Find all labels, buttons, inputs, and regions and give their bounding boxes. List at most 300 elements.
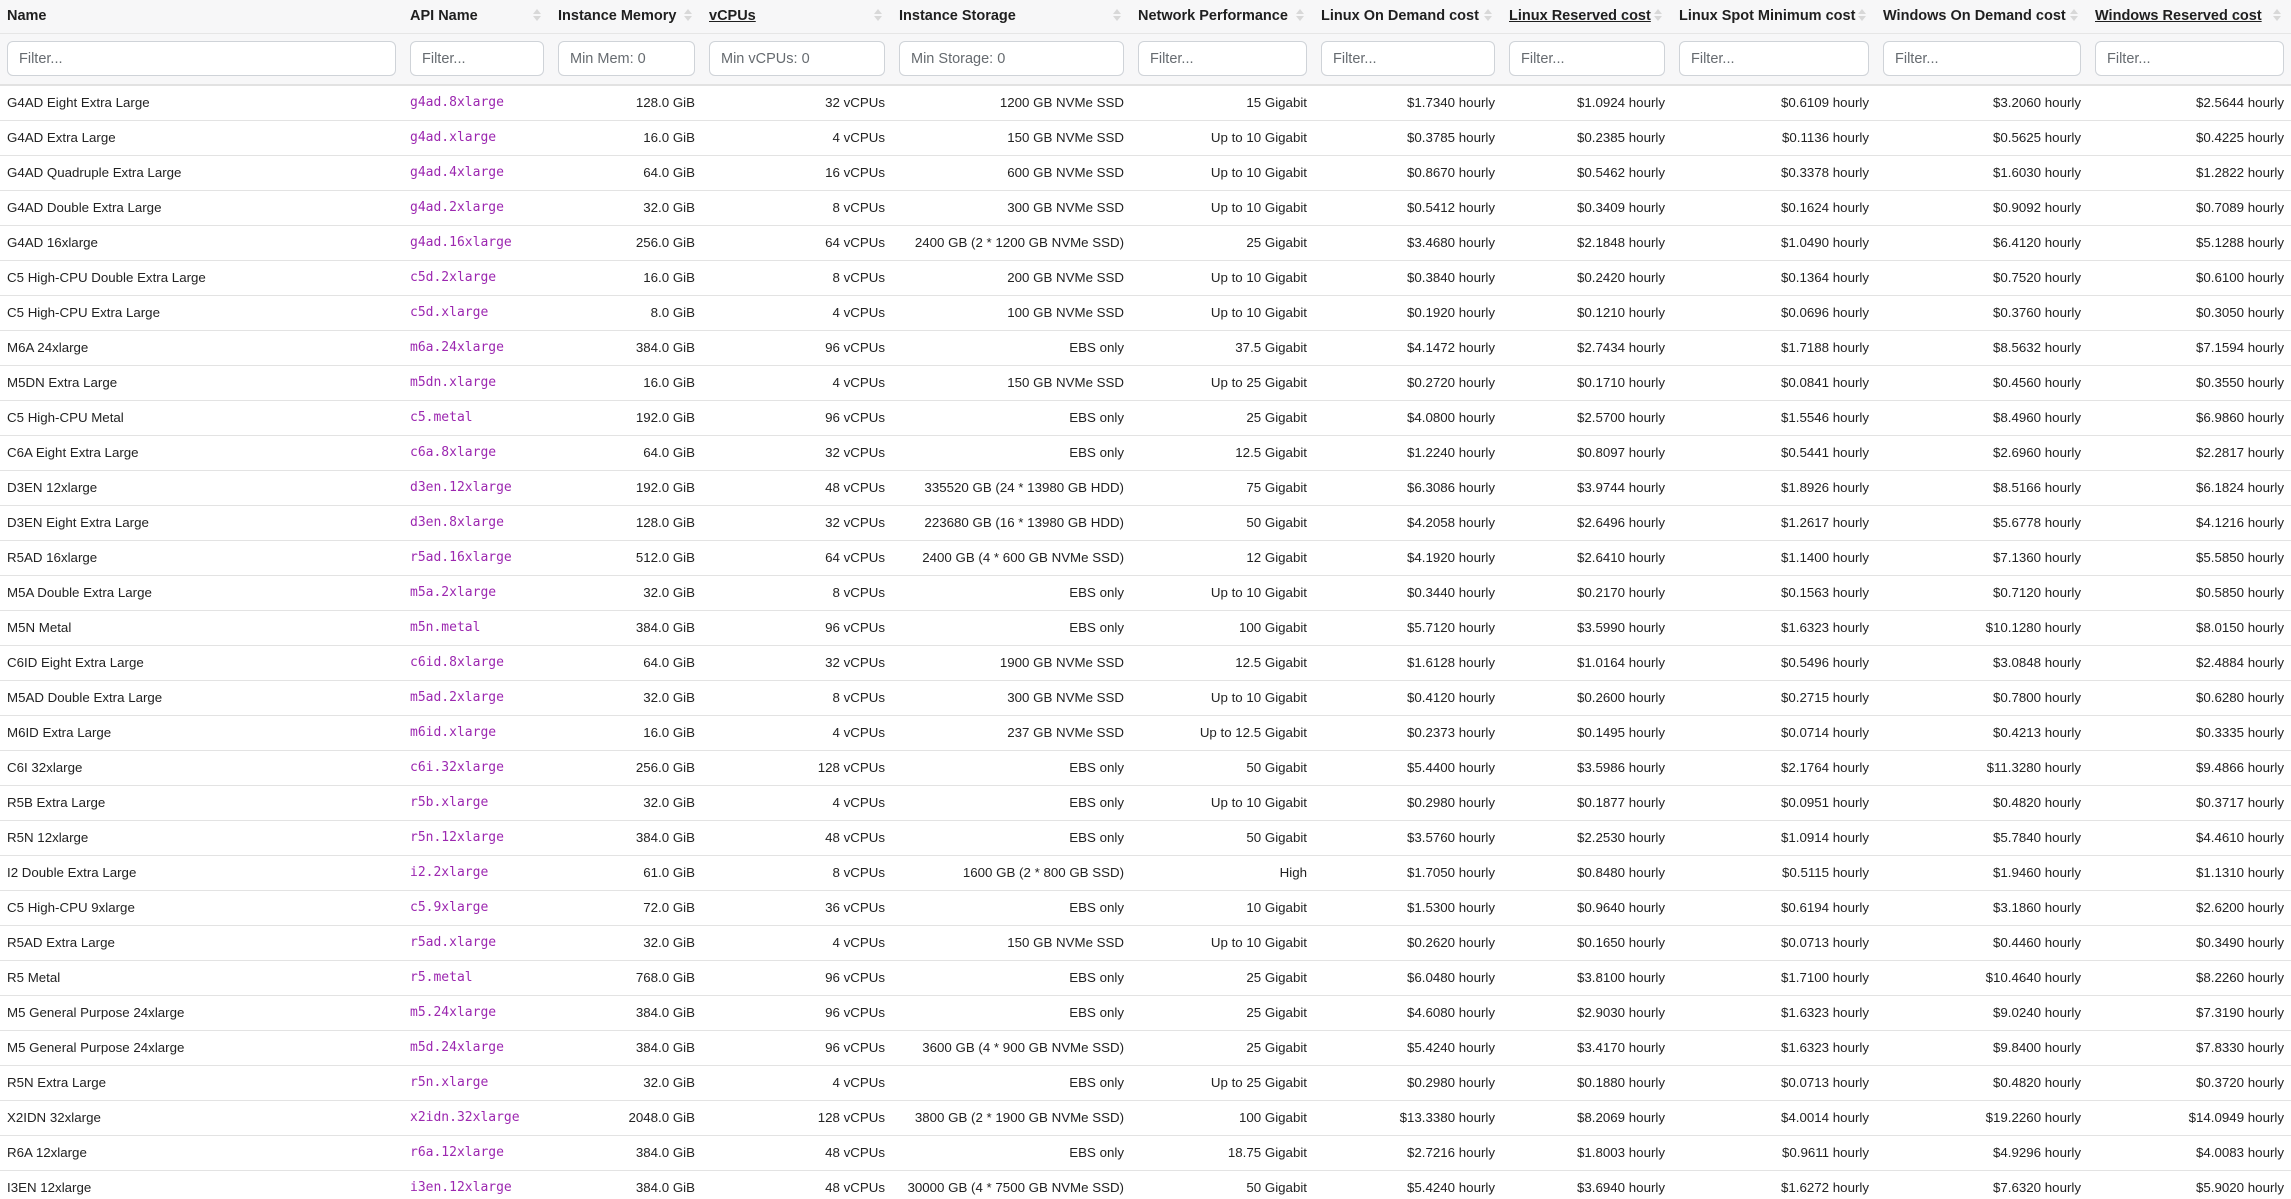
table-row[interactable] xyxy=(0,260,2291,295)
api-name-link[interactable]: c5d.2xlarge xyxy=(410,270,497,285)
cell-name: D3EN Eight Extra Large xyxy=(0,505,403,540)
cell-linux_res: $2.6410 hourly xyxy=(1502,540,1672,575)
cell-name: C5 High-CPU 9xlarge xyxy=(0,890,403,925)
table-row[interactable] xyxy=(0,1100,2291,1135)
filter-cell-linux_res xyxy=(1502,33,1672,85)
filter-input-memory[interactable] xyxy=(558,41,695,76)
cell-network: 25 Gigabit xyxy=(1131,960,1314,995)
cell-network: Up to 10 Gigabit xyxy=(1131,155,1314,190)
api-name-link[interactable]: d3en.12xlarge xyxy=(410,480,512,495)
cell-linux_spot: $2.1764 hourly xyxy=(1672,750,1876,785)
table-row[interactable] xyxy=(0,120,2291,155)
cell-network: 12.5 Gigabit xyxy=(1131,435,1314,470)
api-name-link[interactable]: r5n.12xlarge xyxy=(410,830,504,845)
cell-win_res: $1.2822 hourly xyxy=(2088,155,2291,190)
cell-linux_spot: $0.5115 hourly xyxy=(1672,855,1876,890)
cell-win_od: $4.9296 hourly xyxy=(1876,1135,2088,1170)
cell-linux_res: $2.2530 hourly xyxy=(1502,820,1672,855)
cell-win_res: $8.2260 hourly xyxy=(2088,960,2291,995)
cell-linux_spot: $0.1624 hourly xyxy=(1672,190,1876,225)
cell-linux_spot: $0.0841 hourly xyxy=(1672,365,1876,400)
cell-name: C6ID Eight Extra Large xyxy=(0,645,403,680)
cell-network: Up to 25 Gigabit xyxy=(1131,1065,1314,1100)
cell-name: G4AD Extra Large xyxy=(0,120,403,155)
column-header-label[interactable]: Windows On Demand cost xyxy=(1883,8,2066,25)
cell-win_od: $10.4640 hourly xyxy=(1876,960,2088,995)
table-row[interactable] xyxy=(0,890,2291,925)
cell-linux_od: $5.7120 hourly xyxy=(1314,610,1502,645)
cell-storage: 600 GB NVMe SSD xyxy=(892,155,1131,190)
cell-memory: 384.0 GiB xyxy=(551,1030,702,1065)
sort-icon[interactable] xyxy=(1113,9,1121,25)
cell-vcpus: 96 vCPUs xyxy=(702,960,892,995)
cell-memory: 64.0 GiB xyxy=(551,645,702,680)
table-row[interactable] xyxy=(0,540,2291,575)
cell-linux_od: $4.1472 hourly xyxy=(1314,330,1502,365)
api-name-link[interactable]: m6id.xlarge xyxy=(410,725,497,740)
cell-win_res: $0.3550 hourly xyxy=(2088,365,2291,400)
cell-memory: 16.0 GiB xyxy=(551,715,702,750)
api-name-link[interactable]: g4ad.xlarge xyxy=(410,130,497,145)
cell-api xyxy=(403,1100,551,1135)
cell-win_res: $4.4610 hourly xyxy=(2088,820,2291,855)
cell-win_res: $5.9020 hourly xyxy=(2088,1170,2291,1199)
cell-name: M5 General Purpose 24xlarge xyxy=(0,995,403,1030)
column-header-label[interactable]: Linux Spot Minimum cost xyxy=(1679,8,1856,25)
cell-linux_spot: $0.3378 hourly xyxy=(1672,155,1876,190)
cell-linux_spot: $1.6323 hourly xyxy=(1672,995,1876,1030)
table-row[interactable] xyxy=(0,750,2291,785)
cell-vcpus: 128 vCPUs xyxy=(702,750,892,785)
cell-linux_spot: $0.2715 hourly xyxy=(1672,680,1876,715)
cell-win_od: $3.2060 hourly xyxy=(1876,85,2088,120)
cell-network: 25 Gigabit xyxy=(1131,995,1314,1030)
sort-icon[interactable] xyxy=(2273,9,2281,25)
cell-linux_spot: $1.7188 hourly xyxy=(1672,330,1876,365)
cell-vcpus: 4 vCPUs xyxy=(702,925,892,960)
cell-win_od: $3.1860 hourly xyxy=(1876,890,2088,925)
cell-linux_spot: $1.5546 hourly xyxy=(1672,400,1876,435)
cell-api xyxy=(403,435,551,470)
cell-win_res: $4.0083 hourly xyxy=(2088,1135,2291,1170)
cell-network: Up to 10 Gigabit xyxy=(1131,260,1314,295)
cell-storage: 300 GB NVMe SSD xyxy=(892,680,1131,715)
cell-win_od: $0.4460 hourly xyxy=(1876,925,2088,960)
cell-api xyxy=(403,540,551,575)
cell-network: 25 Gigabit xyxy=(1131,225,1314,260)
cell-storage: 3800 GB (2 * 1900 GB NVMe SSD) xyxy=(892,1100,1131,1135)
cell-linux_od: $1.7340 hourly xyxy=(1314,85,1502,120)
cell-network: 18.75 Gigabit xyxy=(1131,1135,1314,1170)
filter-cell-win_res xyxy=(2088,33,2291,85)
filter-input-vcpus[interactable] xyxy=(709,41,885,76)
api-name-link[interactable]: c5.metal xyxy=(410,410,473,425)
table-row[interactable] xyxy=(0,960,2291,995)
cell-memory: 384.0 GiB xyxy=(551,1170,702,1199)
cell-name: R5N 12xlarge xyxy=(0,820,403,855)
cell-vcpus: 96 vCPUs xyxy=(702,1030,892,1065)
cell-network: 15 Gigabit xyxy=(1131,85,1314,120)
api-name-link[interactable]: g4ad.16xlarge xyxy=(410,235,512,250)
cell-network: 50 Gigabit xyxy=(1131,750,1314,785)
sort-icon[interactable] xyxy=(684,9,692,25)
api-name-link[interactable]: r5b.xlarge xyxy=(410,795,489,810)
column-header-label[interactable]: Instance Memory xyxy=(558,8,677,25)
cell-storage: 237 GB NVMe SSD xyxy=(892,715,1131,750)
cell-linux_res: $3.4170 hourly xyxy=(1502,1030,1672,1065)
cell-memory: 32.0 GiB xyxy=(551,190,702,225)
column-header-vcpus[interactable] xyxy=(702,0,892,33)
api-name-link[interactable]: m5n.metal xyxy=(410,620,481,635)
cell-win_od: $19.2260 hourly xyxy=(1876,1100,2088,1135)
filter-input-api[interactable] xyxy=(410,41,544,76)
cell-linux_spot: $0.1563 hourly xyxy=(1672,575,1876,610)
cell-storage: EBS only xyxy=(892,575,1131,610)
filter-cell-network xyxy=(1131,33,1314,85)
cell-win_od: $7.1360 hourly xyxy=(1876,540,2088,575)
api-name-link[interactable]: g4ad.2xlarge xyxy=(410,200,504,215)
api-name-link[interactable]: g4ad.8xlarge xyxy=(410,95,504,111)
cell-storage: 100 GB NVMe SSD xyxy=(892,295,1131,330)
table-row[interactable] xyxy=(0,715,2291,750)
cell-vcpus: 48 vCPUs xyxy=(702,1135,892,1170)
cell-linux_res: $0.1880 hourly xyxy=(1502,1065,1672,1100)
cell-win_res: $0.3490 hourly xyxy=(2088,925,2291,960)
cell-network: 50 Gigabit xyxy=(1131,1170,1314,1199)
cell-memory: 8.0 GiB xyxy=(551,295,702,330)
cell-linux_od: $0.5412 hourly xyxy=(1314,190,1502,225)
column-header-linux_od[interactable] xyxy=(1314,0,1502,33)
cell-linux_res: $2.1848 hourly xyxy=(1502,225,1672,260)
cell-name: G4AD Quadruple Extra Large xyxy=(0,155,403,190)
cell-linux_res: $0.1710 hourly xyxy=(1502,365,1672,400)
cell-name: M6ID Extra Large xyxy=(0,715,403,750)
cell-vcpus: 4 vCPUs xyxy=(702,120,892,155)
table-row[interactable] xyxy=(0,365,2291,400)
sort-icon[interactable] xyxy=(1296,9,1304,25)
sort-icon[interactable] xyxy=(874,9,882,25)
sort-icon[interactable] xyxy=(533,9,541,25)
cell-linux_spot: $0.0696 hourly xyxy=(1672,295,1876,330)
api-name-link[interactable]: m5ad.2xlarge xyxy=(410,690,504,705)
api-name-link[interactable]: c6id.8xlarge xyxy=(410,655,504,670)
table-row[interactable] xyxy=(0,400,2291,435)
cell-api xyxy=(403,505,551,540)
cell-win_od: $0.7520 hourly xyxy=(1876,260,2088,295)
filter-cell-api xyxy=(403,33,551,85)
api-name-link[interactable]: m5.24xlarge xyxy=(410,1005,497,1020)
cell-win_res: $0.3335 hourly xyxy=(2088,715,2291,750)
cell-storage: EBS only xyxy=(892,400,1131,435)
cell-network: 50 Gigabit xyxy=(1131,820,1314,855)
cell-linux_od: $3.4680 hourly xyxy=(1314,225,1502,260)
api-name-link[interactable]: m5a.2xlarge xyxy=(410,585,497,600)
cell-linux_spot: $1.6323 hourly xyxy=(1672,610,1876,645)
api-name-link[interactable]: r6a.12xlarge xyxy=(410,1145,504,1160)
cell-storage: EBS only xyxy=(892,960,1131,995)
table-row[interactable] xyxy=(0,1065,2291,1100)
cell-vcpus: 4 vCPUs xyxy=(702,1065,892,1100)
cell-storage: 30000 GB (4 * 7500 GB NVMe SSD) xyxy=(892,1170,1131,1199)
cell-vcpus: 16 vCPUs xyxy=(702,155,892,190)
column-header-network[interactable] xyxy=(1131,0,1314,33)
cell-vcpus: 48 vCPUs xyxy=(702,1170,892,1199)
cell-memory: 768.0 GiB xyxy=(551,960,702,995)
cell-name: R5B Extra Large xyxy=(0,785,403,820)
filter-input-win_od[interactable] xyxy=(1883,41,2081,76)
table-row[interactable] xyxy=(0,190,2291,225)
cell-name: G4AD Eight Extra Large xyxy=(0,85,403,120)
cell-linux_od: $5.4240 hourly xyxy=(1314,1170,1502,1199)
cell-storage: 300 GB NVMe SSD xyxy=(892,190,1131,225)
cell-storage: EBS only xyxy=(892,785,1131,820)
column-header-win_res[interactable] xyxy=(2088,0,2291,33)
cell-vcpus: 32 vCPUs xyxy=(702,435,892,470)
cell-api xyxy=(403,470,551,505)
cell-linux_spot: $0.6109 hourly xyxy=(1672,85,1876,120)
column-header-name[interactable] xyxy=(0,0,403,33)
cell-api xyxy=(403,225,551,260)
cell-vcpus: 8 vCPUs xyxy=(702,680,892,715)
cell-win_res: $2.4884 hourly xyxy=(2088,645,2291,680)
cell-win_od: $5.6778 hourly xyxy=(1876,505,2088,540)
filter-input-name[interactable] xyxy=(7,41,396,76)
table-row[interactable] xyxy=(0,155,2291,190)
table-row[interactable] xyxy=(0,680,2291,715)
cell-linux_res: $0.8480 hourly xyxy=(1502,855,1672,890)
filter-input-storage[interactable] xyxy=(899,41,1124,76)
cell-vcpus: 8 vCPUs xyxy=(702,260,892,295)
table-row[interactable] xyxy=(0,610,2291,645)
cell-win_od: $3.0848 hourly xyxy=(1876,645,2088,680)
cell-win_res: $7.8330 hourly xyxy=(2088,1030,2291,1065)
cell-linux_spot: $0.0714 hourly xyxy=(1672,715,1876,750)
column-header-label[interactable]: Linux Reserved cost xyxy=(1509,8,1651,25)
cell-linux_res: $1.0924 hourly xyxy=(1502,85,1672,120)
cell-win_od: $1.6030 hourly xyxy=(1876,155,2088,190)
api-name-link[interactable]: c6i.32xlarge xyxy=(410,760,504,775)
sort-icon[interactable] xyxy=(2070,9,2078,25)
api-name-link[interactable]: i2.2xlarge xyxy=(410,865,489,880)
api-name-link[interactable]: c5d.xlarge xyxy=(410,305,489,320)
cell-api xyxy=(403,260,551,295)
cell-linux_od: $0.2373 hourly xyxy=(1314,715,1502,750)
cell-memory: 512.0 GiB xyxy=(551,540,702,575)
column-header-label[interactable]: Windows Reserved cost xyxy=(2095,8,2262,25)
cell-vcpus: 4 vCPUs xyxy=(702,785,892,820)
cell-storage: EBS only xyxy=(892,1065,1131,1100)
cell-win_res: $0.4225 hourly xyxy=(2088,120,2291,155)
cell-win_res: $8.0150 hourly xyxy=(2088,610,2291,645)
cell-vcpus: 8 vCPUs xyxy=(702,855,892,890)
api-name-link[interactable]: r5.metal xyxy=(410,970,473,985)
cell-storage: 1600 GB (2 * 800 GB SSD) xyxy=(892,855,1131,890)
cell-win_od: $8.5632 hourly xyxy=(1876,330,2088,365)
cell-linux_od: $1.7050 hourly xyxy=(1314,855,1502,890)
cell-vcpus: 96 vCPUs xyxy=(702,400,892,435)
column-header-api[interactable] xyxy=(403,0,551,33)
cell-storage: 335520 GB (24 * 13980 GB HDD) xyxy=(892,470,1131,505)
cell-win_od: $0.4213 hourly xyxy=(1876,715,2088,750)
cell-vcpus: 128 vCPUs xyxy=(702,1100,892,1135)
cell-win_res: $9.4866 hourly xyxy=(2088,750,2291,785)
cell-memory: 32.0 GiB xyxy=(551,785,702,820)
cell-api xyxy=(403,400,551,435)
cell-memory: 16.0 GiB xyxy=(551,120,702,155)
cell-linux_od: $4.0800 hourly xyxy=(1314,400,1502,435)
table-row[interactable] xyxy=(0,925,2291,960)
cell-vcpus: 8 vCPUs xyxy=(702,575,892,610)
cell-storage: 150 GB NVMe SSD xyxy=(892,925,1131,960)
cell-network: Up to 10 Gigabit xyxy=(1131,925,1314,960)
cell-storage: 1200 GB NVMe SSD xyxy=(892,85,1131,120)
cell-api xyxy=(403,680,551,715)
cell-network: 37.5 Gigabit xyxy=(1131,330,1314,365)
api-name-link[interactable]: x2idn.32xlarge xyxy=(410,1110,520,1125)
cell-memory: 64.0 GiB xyxy=(551,155,702,190)
sort-icon[interactable] xyxy=(1654,9,1662,25)
api-name-link[interactable]: m5d.24xlarge xyxy=(410,1040,504,1055)
column-header-label[interactable]: Instance Storage xyxy=(899,8,1016,25)
api-name-link[interactable]: i3en.12xlarge xyxy=(410,1180,512,1195)
api-name-link[interactable]: c6a.8xlarge xyxy=(410,445,497,460)
cell-name: R5AD Extra Large xyxy=(0,925,403,960)
table-row[interactable] xyxy=(0,575,2291,610)
api-name-link[interactable]: d3en.8xlarge xyxy=(410,515,504,530)
table-row[interactable] xyxy=(0,470,2291,505)
filter-input-linux_spot[interactable] xyxy=(1679,41,1869,76)
table-row[interactable] xyxy=(0,645,2291,680)
filter-input-network[interactable] xyxy=(1138,41,1307,76)
cell-linux_res: $3.5990 hourly xyxy=(1502,610,1672,645)
filter-input-linux_od[interactable] xyxy=(1321,41,1495,76)
cell-vcpus: 96 vCPUs xyxy=(702,610,892,645)
cell-network: 50 Gigabit xyxy=(1131,505,1314,540)
filter-input-win_res[interactable] xyxy=(2095,41,2284,76)
column-header-linux_spot[interactable] xyxy=(1672,0,1876,33)
table-row[interactable] xyxy=(0,855,2291,890)
table-row[interactable] xyxy=(0,225,2291,260)
cell-name: D3EN 12xlarge xyxy=(0,470,403,505)
cell-win_res: $0.3717 hourly xyxy=(2088,785,2291,820)
column-header-linux_res[interactable] xyxy=(1502,0,1672,33)
cell-win_od: $9.0240 hourly xyxy=(1876,995,2088,1030)
cell-linux_res: $0.1210 hourly xyxy=(1502,295,1672,330)
cell-linux_spot: $4.0014 hourly xyxy=(1672,1100,1876,1135)
cell-api xyxy=(403,855,551,890)
api-name-link[interactable]: r5n.xlarge xyxy=(410,1075,489,1090)
table-row[interactable] xyxy=(0,995,2291,1030)
column-header-win_od[interactable] xyxy=(1876,0,2088,33)
filter-input-linux_res[interactable] xyxy=(1509,41,1665,76)
cell-win_res: $0.6100 hourly xyxy=(2088,260,2291,295)
cell-vcpus: 64 vCPUs xyxy=(702,225,892,260)
cell-api xyxy=(403,925,551,960)
cell-name: I3EN 12xlarge xyxy=(0,1170,403,1199)
api-name-link[interactable]: g4ad.4xlarge xyxy=(410,165,504,180)
cell-win_res: $6.9860 hourly xyxy=(2088,400,2291,435)
column-header-label[interactable]: vCPUs xyxy=(709,8,756,25)
cell-win_res: $0.6280 hourly xyxy=(2088,680,2291,715)
cell-vcpus: 48 vCPUs xyxy=(702,820,892,855)
cell-linux_od: $0.2620 hourly xyxy=(1314,925,1502,960)
cell-memory: 32.0 GiB xyxy=(551,925,702,960)
sort-icon[interactable] xyxy=(1858,9,1866,25)
table-row[interactable] xyxy=(0,295,2291,330)
table-row[interactable] xyxy=(0,85,2291,120)
table-row[interactable] xyxy=(0,1030,2291,1065)
filter-cell-win_od xyxy=(1876,33,2088,85)
table-row[interactable] xyxy=(0,820,2291,855)
column-header-label[interactable]: Network Performance xyxy=(1138,8,1288,25)
cell-win_res: $2.6200 hourly xyxy=(2088,890,2291,925)
column-header-storage[interactable] xyxy=(892,0,1131,33)
column-header-label[interactable]: Linux On Demand cost xyxy=(1321,8,1479,25)
cell-api xyxy=(403,365,551,400)
cell-storage: EBS only xyxy=(892,820,1131,855)
cell-network: 100 Gigabit xyxy=(1131,610,1314,645)
cell-linux_od: $1.6128 hourly xyxy=(1314,645,1502,680)
cell-network: 12.5 Gigabit xyxy=(1131,645,1314,680)
table-row[interactable] xyxy=(0,785,2291,820)
table-row[interactable] xyxy=(0,1170,2291,1199)
table-row[interactable] xyxy=(0,505,2291,540)
cell-win_od: $0.4820 hourly xyxy=(1876,785,2088,820)
cell-linux_od: $4.1920 hourly xyxy=(1314,540,1502,575)
api-name-link[interactable]: r5ad.16xlarge xyxy=(410,550,512,565)
column-header-label[interactable]: API Name xyxy=(410,8,478,25)
cell-linux_res: $2.5700 hourly xyxy=(1502,400,1672,435)
api-name-link[interactable]: r5ad.xlarge xyxy=(410,935,497,950)
cell-memory: 192.0 GiB xyxy=(551,470,702,505)
cell-memory: 384.0 GiB xyxy=(551,330,702,365)
api-name-link[interactable]: m6a.24xlarge xyxy=(410,340,504,355)
sort-icon[interactable] xyxy=(1484,9,1492,25)
cell-win_od: $0.4560 hourly xyxy=(1876,365,2088,400)
cell-win_res: $0.3050 hourly xyxy=(2088,295,2291,330)
cell-memory: 72.0 GiB xyxy=(551,890,702,925)
cell-name: M5 General Purpose 24xlarge xyxy=(0,1030,403,1065)
cell-linux_res: $0.2385 hourly xyxy=(1502,120,1672,155)
cell-name: R5AD 16xlarge xyxy=(0,540,403,575)
cell-linux_res: $2.7434 hourly xyxy=(1502,330,1672,365)
cell-linux_spot: $1.1400 hourly xyxy=(1672,540,1876,575)
cell-name: R5 Metal xyxy=(0,960,403,995)
table-row[interactable] xyxy=(0,1135,2291,1170)
cell-win_od: $0.3760 hourly xyxy=(1876,295,2088,330)
table-row[interactable] xyxy=(0,330,2291,365)
column-header-label[interactable]: Name xyxy=(7,8,47,25)
cell-win_res: $2.5644 hourly xyxy=(2088,85,2291,120)
cell-name: M6A 24xlarge xyxy=(0,330,403,365)
api-name-link[interactable]: m5dn.xlarge xyxy=(410,375,497,390)
cell-network: 10 Gigabit xyxy=(1131,890,1314,925)
cell-network: 25 Gigabit xyxy=(1131,1030,1314,1065)
cell-memory: 256.0 GiB xyxy=(551,750,702,785)
cell-linux_spot: $0.5496 hourly xyxy=(1672,645,1876,680)
cell-memory: 61.0 GiB xyxy=(551,855,702,890)
table-row[interactable] xyxy=(0,435,2291,470)
cell-memory: 192.0 GiB xyxy=(551,400,702,435)
cell-network: 100 Gigabit xyxy=(1131,1100,1314,1135)
cell-vcpus: 8 vCPUs xyxy=(702,190,892,225)
column-header-memory[interactable] xyxy=(551,0,702,33)
cell-name: C5 High-CPU Extra Large xyxy=(0,295,403,330)
api-name-link[interactable]: c5.9xlarge xyxy=(410,900,489,915)
cell-network: Up to 10 Gigabit xyxy=(1131,295,1314,330)
cell-linux_res: $0.9640 hourly xyxy=(1502,890,1672,925)
cell-network: Up to 10 Gigabit xyxy=(1131,680,1314,715)
